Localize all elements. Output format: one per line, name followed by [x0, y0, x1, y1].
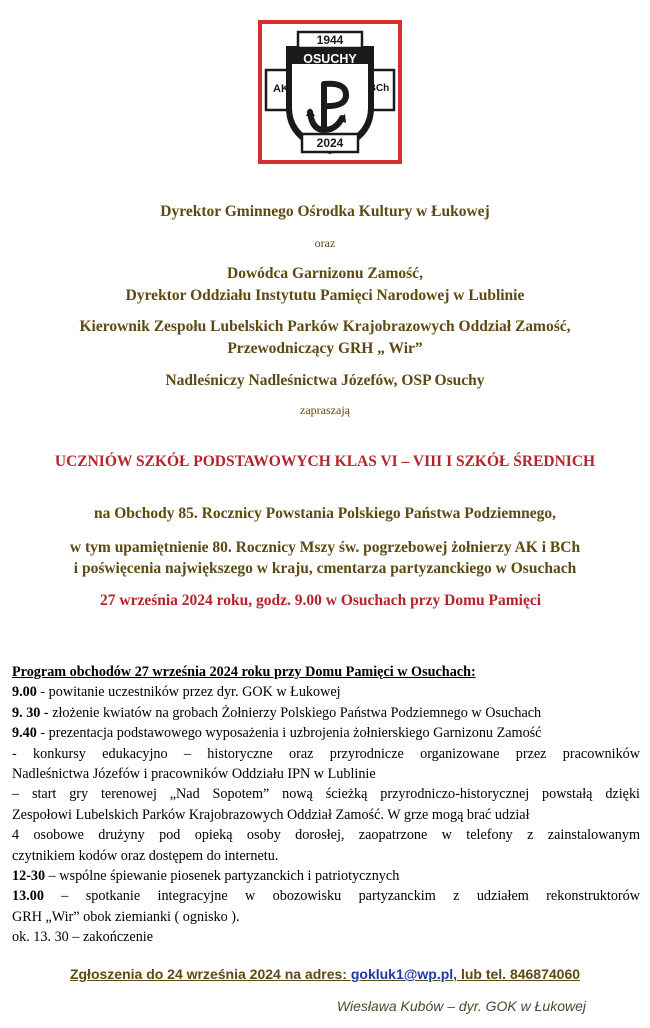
program-time: 12-30: [12, 868, 46, 885]
gra-line-3: 4 osobowe drużyny pod opieką osoby dorosłej, zaopatrzone w telefony z zainstalowanym: [12, 827, 640, 844]
organizer-nadlesnictwo: Nadleśniczy Nadleśnictwa Józefów, OSP Osuchy: [165, 372, 485, 389]
program-time: 9.00: [12, 684, 37, 701]
audience-heading: UCZNIÓW SZKÓŁ PODSTAWOWYCH KLAS VI – VIII I SZKÓŁ ŚREDNICH: [54, 453, 596, 470]
program-time: 13.00: [12, 888, 44, 905]
event-line-2: w tym upamiętnienie 80. Rocznicy Mszy św. pogrzebowej żołnierzy AK i BCh: [69, 539, 581, 556]
program-text: - powitanie uczestników przez dyr. GOK w Łukowej: [36, 684, 341, 701]
program-section: [12, 662, 640, 948]
konkursy-line-2: Nadleśnictwa Józefów i pracowników Oddziału IPN w Lublinie: [12, 766, 376, 783]
organizer-grh: Przewodniczący GRH „ Wir”: [227, 340, 423, 357]
program-end: ok. 13. 30 – zakończenie: [12, 929, 154, 946]
program-item: [12, 703, 640, 723]
registration-prefix: Zgłoszenia do 24 września 2024 na adres:: [69, 966, 351, 982]
program-text: - prezentacja podstawowego wyposażenia i uzbrojenia żołnierskiego Garnizonu Zamość: [36, 725, 542, 742]
logo-name: OSUCHY: [303, 52, 357, 66]
oraz-text: oraz: [314, 236, 336, 250]
program-item: [12, 682, 640, 702]
zapraszaja-text: zapraszają: [300, 403, 350, 417]
logo-year-top: 1944: [316, 33, 344, 47]
program-time: 9.40: [12, 725, 37, 742]
program-item: [12, 723, 640, 743]
spotkanie-line-2: GRH „Wir” obok ziemianki ( ognisko ).: [12, 908, 240, 925]
logo-left-label: AK: [273, 83, 289, 95]
organizer-parki: Kierownik Zespołu Lubelskich Parków Krajobrazowych Oddział Zamość,: [79, 318, 571, 335]
event-datetime: 27 września 2024 roku, godz. 9.00 w Osuchach przy Domu Pamięci: [100, 592, 542, 609]
gra-line-4: czytnikiem kodów oraz dostępem do internetu.: [12, 847, 279, 864]
konkursy-line-1: - konkursy edukacyjno – historyczne oraz przyrodnicze organizowane przez pracowników: [12, 745, 640, 762]
event-line-3: i poświęcenia największego w kraju, cmentarza partyzanckiego w Osuchach: [73, 560, 577, 577]
registration-suffix: , lub tel. 846874060: [453, 966, 581, 982]
logo: [258, 20, 402, 164]
event-line-1: na Obchody 85. Rocznicy Powstania Polskiego Państwa Podziemnego,: [94, 505, 556, 522]
gra-line-2: Zespołowi Lubelskich Parków Krajobrazowych Oddział Zamość. W grze mogą brać udział: [12, 806, 530, 823]
email-link[interactable]: gokluk1@wp.pl: [350, 966, 454, 982]
logo-right-label: BCh: [368, 83, 390, 94]
program-text: – wspólne śpiewanie piosenek partyzanckich i patriotycznych: [45, 868, 400, 885]
program-item: [12, 866, 640, 886]
organizer-gok: Dyrektor Gminnego Ośrodka Kultury w Łukowej: [160, 203, 490, 220]
organizer-ipn: Dyrektor Oddziału Instytutu Pamięci Narodowej w Lublinie: [125, 287, 525, 304]
registration-line: [0, 966, 650, 982]
program-text: - złożenie kwiatów na grobach Żołnierzy Polskiego Państwa Podziemnego w Osuchach: [40, 704, 542, 721]
program-item: [12, 886, 640, 906]
program-title: Program obchodów 27 września 2024 roku przy Domu Pamięci w Osuchach:: [12, 664, 476, 680]
gra-line-1: – start gry terenowej „Nad Sopotem” nową ścieżką przyrodniczo-historycznej powstałą dzięki: [12, 786, 640, 803]
logo-year-bottom: 2024: [316, 136, 344, 150]
program-time: 9. 30: [12, 704, 41, 721]
organizer-garnizon: Dowódca Garnizonu Zamość,: [227, 265, 423, 282]
program-text: – spotkanie integracyjne w obozowisku partyzanckim z udziałem rekonstruktorów: [43, 888, 640, 905]
signature: Wiesława Kubów – dyr. GOK w Łukowej: [336, 998, 586, 1014]
